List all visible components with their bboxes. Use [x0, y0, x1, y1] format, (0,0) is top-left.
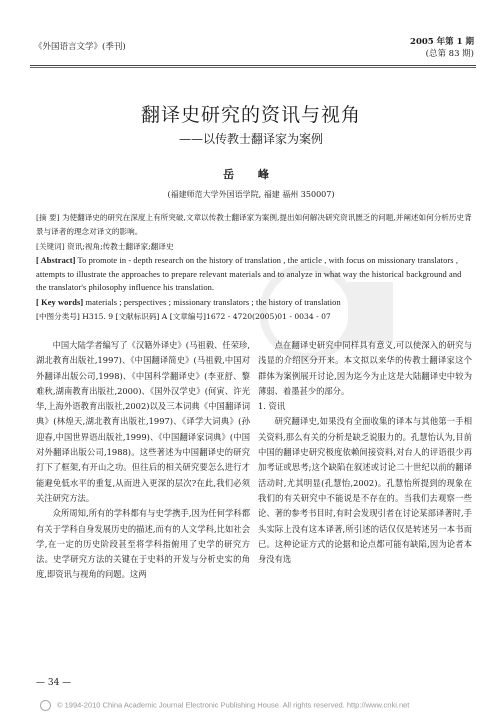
copyright-icon: [40, 700, 51, 711]
keywords-en: [36, 296, 472, 310]
issue-number: 2005 年第 1 期: [410, 37, 474, 47]
header-rule: [30, 65, 476, 66]
abstract-cn: [36, 211, 472, 238]
keywords-en-text: materials ; perspectives ; missionary translators ; the history of translation: [85, 298, 341, 307]
footer-copyright: [40, 700, 409, 711]
keywords-cn-text: 资讯;视角;传教士翻译家;翻译史: [67, 242, 174, 251]
abstract-cn-label: [摘 要]: [36, 213, 60, 222]
keywords-cn: [36, 240, 472, 254]
body-right-column: [258, 338, 472, 567]
page-number: — 34 —: [36, 678, 72, 688]
journal-name: 《外国语言文学》(季刊): [34, 42, 126, 52]
footer-text: © 1994-2010 China Academic Journal Electronic Publishing House. All rights reserved. http://www.cnki.net: [57, 700, 410, 710]
article-subtitle: ——以传教士翻译家为案例: [178, 132, 323, 146]
body-paragraph: 研究翻译史,如果没有全面收集的译本与其他第一手相关资料,那么有关的分析是缺乏说服力的。孔慧怡认为,目前中国的翻译史研究极度依赖间接资料,对台人的评语很少再加考证或思考;这个缺陷在叙述或讨论二十世纪以前的翻译活动时,尤其明显(孔慧怡,2002)。孔慧怡所提到的现象在我们的有关研究中不能说是不存在的。当我们去观察一些论、著的参考书目时,有时会发现引者在讨论某部译著时,手头实际上没有这本译著,所引述的话仅仅是转述另一本书而已。这种论证方式的论据和论点都可能有缺陷,因为论者本身没有选: [258, 416, 472, 565]
issue-info: [410, 36, 474, 60]
body-paragraph: 中国大陆学者编写了《汉籍外译史》(马祖毅、任荣珍,湖北教育出版社,1997)、《中国翻译简史》(马祖毅,中国对外翻译出版公司,1998)、《中国科学翻译史》(李亚舒、黎难秋,湖南教育出版社,2000)、《国外汉学史》(何寅、许光华,上海外语教育出版社,2002)以及三本词典《中国翻译词典》(林煌天,湖北教育出版社,1997)、《译学大词典》(孙迎春,中国世界语出版社,1999)、《中国翻译家词典》(中国对外翻译出版公司,1988)。这些著述为中国翻译史的研究打下了框架,有开山之功。但往后的相关研究要怎么进行才能避免低水平的重复,从而进入更深的层次?在此,我们必须关注研究方法。: [36, 340, 250, 503]
article-title: 翻译史研究的资讯与视角: [140, 104, 361, 126]
abstract-en-label: [ Abstract]: [36, 256, 76, 265]
body-paragraph: 众所周知,所有的学科都有与史学携手,因为任何学科都有关于学科自身发展历史的描述,而有的人文学科,比如社会学,在一定的历史阶段甚至将学科指俯用了史学的研究方法。史学研究方法的关键在于史料的开发与分析史实的角度,即资讯与视角的问题。这两: [36, 508, 250, 580]
abstract-cn-text: 为使翻译史的研究在深度上有所突破,文章以传教士翻译家为案例,提出如何解决研究资讯匮乏的问题,并阐述如何分析历史背景与译者的理念对译文的影响。: [36, 213, 472, 236]
body-left-column: [36, 338, 250, 583]
author-name: 岳 峰: [223, 168, 279, 181]
header-rule-thin: [30, 67, 476, 68]
section-heading: 1. 资讯: [258, 401, 286, 412]
keywords-en-label: [ Key words]: [36, 298, 84, 307]
abstract-en: [36, 254, 472, 295]
abstract-en-text: To promote in - depth research on the history of translation , the article , with focus on missionary translators , attempts to illustrate the approaches to prepare relevant materials and to analyze in what way the historical background and the translator's philosophy influence his translation.: [36, 256, 462, 292]
body-paragraph: 点在翻译史研究中同样具有意义,可以使深入的研究与浅显的介绍区分开来。本文拟以来华的传教士翻译家这个群体为案例展开讨论,因为迄今为止这是大陆翻译史中较为薄弱、着墨甚少的部分。: [258, 340, 472, 396]
keywords-cn-label: [关键词]: [36, 242, 65, 251]
classification-line: [中图分类号] H315. 9 [文献标识码] A [文章编号]1672 - 4720(2005)01 - 0034 - 07: [36, 312, 331, 321]
issue-total: (总第 83 期): [425, 49, 474, 59]
author-affiliation: (福建师范大学外国语学院, 福建 福州 350007): [167, 190, 335, 199]
